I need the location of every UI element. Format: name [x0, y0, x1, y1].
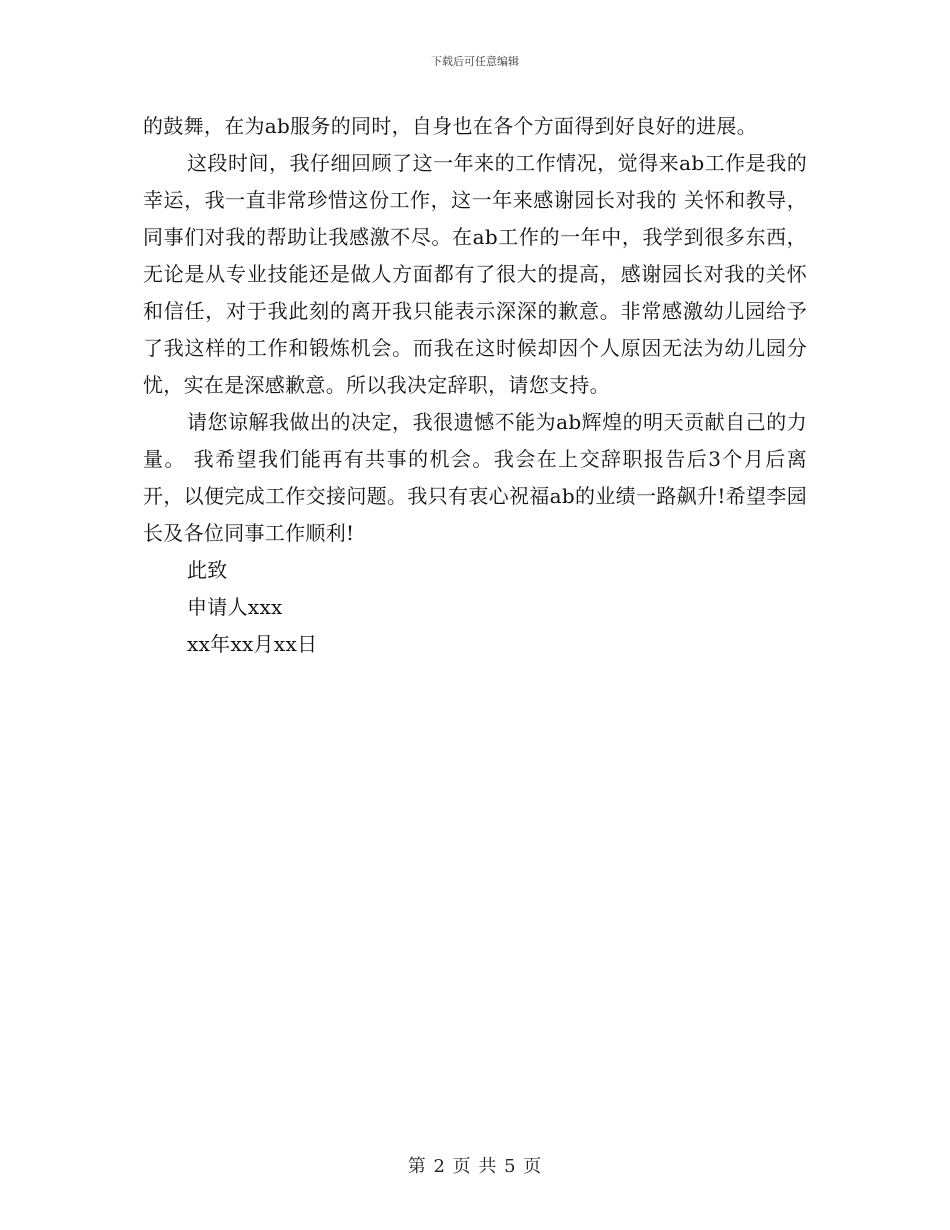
page-number-footer: 第 2 页 共 5 页	[407, 1156, 543, 1177]
letter-date: xx年xx月xx日	[187, 632, 318, 656]
paragraph-reflection: 这段时间，我仔细回顾了这一年来的工作情况，觉得来ab工作是我的幸运，我一直非常珍惜这份工作，这一年来感谢园长对我的 关怀和教导，同事们对我的帮助让我感激不尽。在ab工作的一年中，我学到很多东西，无论是从专业技能还是做人方面都有了很大的提高，感谢园长对我的关怀和信任，对于我此刻的离开我只能表示深深的歉意。非常感激幼儿园给予了我这样的工作和锻炼机会。而我在这时候却因个人原因无法为幼儿园分忧，实在是深感歉意。所以我决定辞职，请您支持。	[143, 151, 807, 397]
applicant-signature: 申请人xxx	[187, 595, 283, 619]
page-header: 下载后可任意编辑	[431, 55, 519, 68]
closing-salutation: 此致	[187, 558, 228, 582]
paragraph-decision: 请您谅解我做出的决定，我很遗憾不能为ab辉煌的明天贡献自己的力量。 我希望我们能再有共事的机会。我会在上交辞职报告后3个月后离开，以便完成工作交接问题。我只有衷心祝福ab的业绩一路飙升!希望李园长及各位同事工作顺利!	[143, 410, 807, 545]
letter-body	[143, 108, 807, 663]
paragraph-continuation: 的鼓舞，在为ab服务的同时，自身也在各个方面得到好良好的进展。	[143, 114, 758, 138]
